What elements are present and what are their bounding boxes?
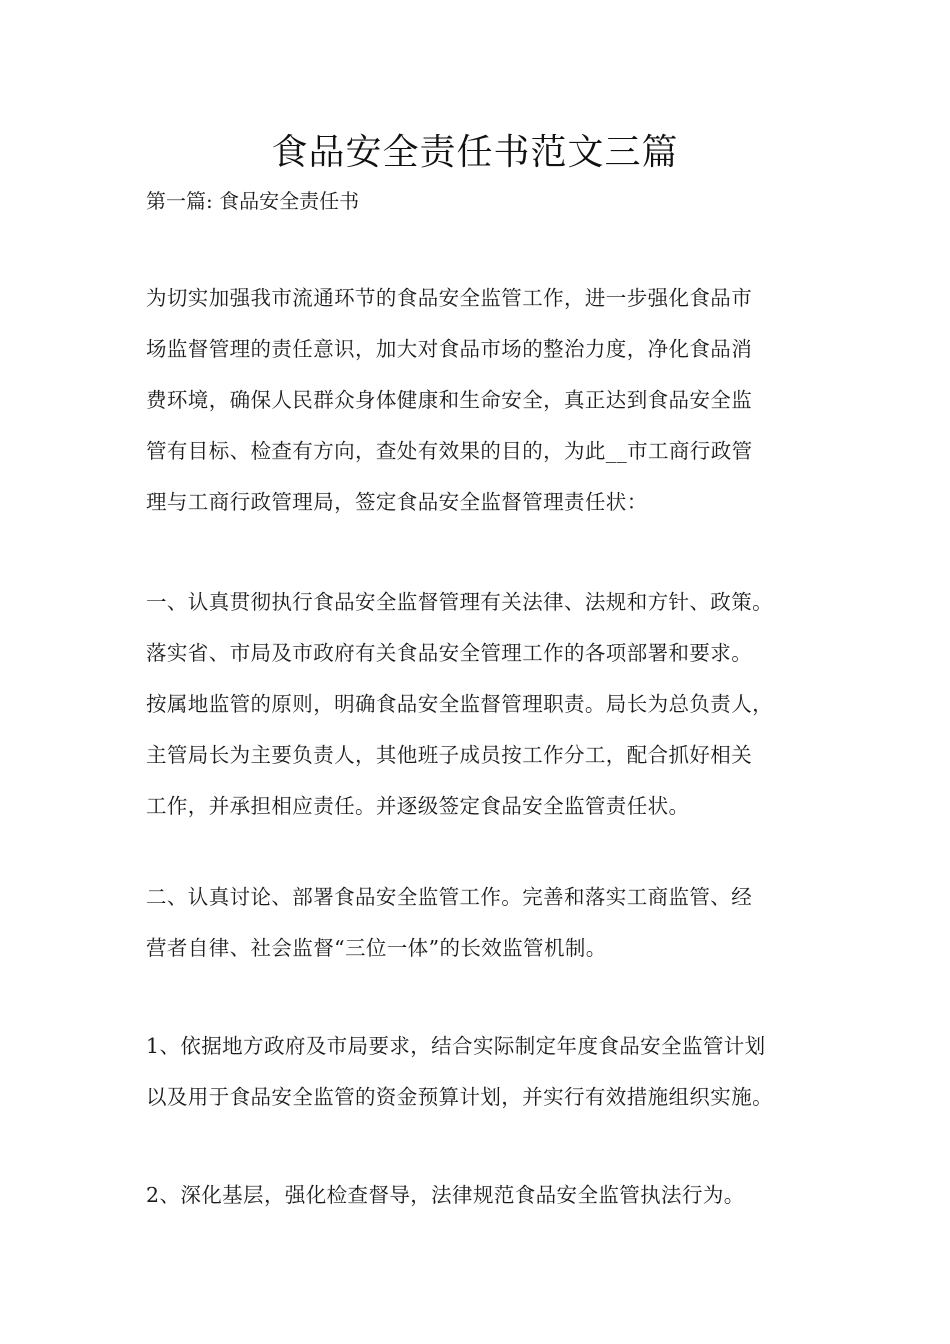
paragraph-item-1 — [146, 577, 826, 832]
paragraph-item-2 — [146, 872, 826, 974]
paragraph-line: 主管局长为主要负责人，其他班子成员按工作分工，配合抓好相关 — [146, 743, 753, 767]
paragraph-line: 落实省、市局及市政府有关食品安全管理工作的各项部署和要求。 — [146, 641, 753, 665]
paragraph-line: 为切实加强我市流通环节的食品安全监管工作，进一步强化食品市 — [146, 286, 753, 310]
paragraph-line: 2、深化基层，强化检查督导，法律规范食品安全监管执法行为。 — [146, 1183, 745, 1207]
paragraph-line: 1、依据地方政府及市局要求，结合实际制定年度食品安全监管计划 — [146, 1034, 766, 1058]
paragraph-line: 管有目标、检查有方向，查处有效果的目的，为此__市工商行政管 — [146, 439, 753, 463]
paragraph-line: 工作，并承担相应责任。并逐级签定食品安全监管责任状。 — [146, 794, 690, 818]
paragraph-line: 费环境，确保人民群众身体健康和生命安全，真正达到食品安全监 — [146, 388, 753, 412]
paragraph-subitem-1 — [146, 1021, 826, 1123]
paragraph-intro — [146, 273, 826, 528]
paragraph-line: 场监督管理的责任意识，加大对食品市场的整治力度，净化食品消 — [146, 337, 753, 361]
paragraph-subitem-2 — [146, 1170, 826, 1221]
section-heading: 第一篇: 食品安全责任书 — [146, 189, 360, 213]
paragraph-line: 按属地监管的原则，明确食品安全监督管理职责。局长为总负责人， — [146, 692, 773, 716]
document-title: 食品安全责任书范文三篇 — [271, 132, 679, 173]
paragraph-line: 一、认真贯彻执行食品安全监督管理有关法律、法规和方针、政策。 — [146, 590, 773, 614]
paragraph-line: 营者自律、社会监督“三位一体”的长效监管机制。 — [146, 936, 607, 960]
paragraph-line: 以及用于食品安全监管的资金预算计划，并实行有效措施组织实施。 — [146, 1085, 773, 1109]
paragraph-line: 理与工商行政管理局，签定食品安全监督管理责任状： — [146, 490, 648, 514]
paragraph-line: 二、认真讨论、部署食品安全监管工作。完善和落实工商监管、经 — [146, 885, 753, 909]
